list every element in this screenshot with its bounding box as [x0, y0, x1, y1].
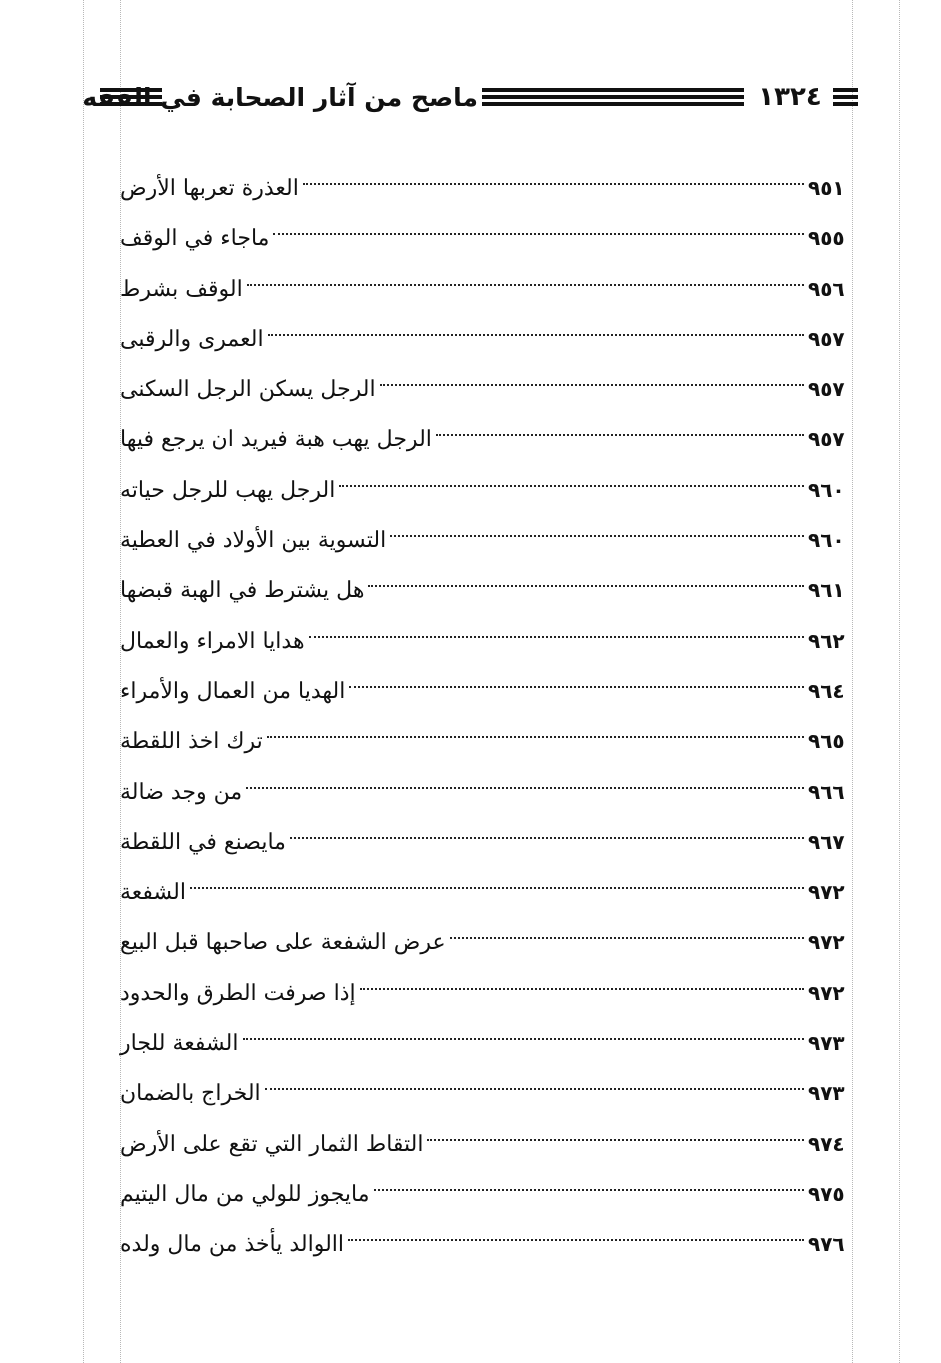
dot-leader	[246, 787, 804, 789]
toc-entry-page: ٩٧٥	[808, 1181, 845, 1206]
toc-entry-title: الهديا من العمال والأمراء	[120, 678, 346, 704]
dot-leader	[436, 434, 804, 436]
toc-entry	[112, 518, 858, 568]
toc-entry	[112, 669, 858, 719]
dot-leader	[360, 988, 804, 990]
toc-entry-page: ٩٦٢	[808, 628, 845, 653]
dot-leader	[268, 334, 804, 336]
toc-entry-page: ٩٥٦	[808, 276, 845, 301]
toc-entry-page: ٩٥٥	[808, 226, 845, 251]
dot-leader	[427, 1139, 804, 1141]
toc-entry	[112, 367, 858, 417]
toc-entry-page: ٩٧٣	[808, 1031, 845, 1056]
toc-entry-title: الشفعة	[120, 880, 186, 906]
toc-entry-title: هل يشترط في الهبة قبضها	[120, 578, 365, 604]
header-rule-right	[833, 88, 858, 110]
toc-entry-page: ٩٦٥	[808, 729, 845, 754]
dot-leader	[450, 937, 804, 939]
toc-entry-page: ٩٧٢	[808, 930, 845, 955]
dot-leader	[368, 585, 804, 587]
toc-entry	[112, 1172, 858, 1222]
toc-entry	[112, 1222, 858, 1272]
toc-entry-page: ٩٧٢	[808, 880, 845, 905]
toc-entry-title: الوقف بشرط	[120, 276, 243, 302]
toc-entry-page: ٩٦٦	[808, 779, 845, 804]
dot-leader	[390, 535, 804, 537]
toc-entry-title: الشفعة للجار	[120, 1031, 239, 1057]
scan-guide-line	[83, 0, 84, 1363]
dot-leader	[380, 384, 804, 386]
table-of-contents	[112, 166, 858, 1273]
toc-entry	[112, 719, 858, 769]
toc-entry-title: التسوية بين الأولاد في العطية	[120, 528, 387, 554]
toc-entry	[112, 216, 858, 266]
dot-leader	[349, 686, 804, 688]
toc-entry	[112, 619, 858, 669]
toc-entry-title: هدايا الامراء والعمال	[120, 628, 305, 654]
toc-entry-title: ترك اخذ اللقطة	[120, 729, 263, 755]
toc-entry	[112, 1071, 858, 1121]
toc-entry-title: العذرة تعربها الأرض	[120, 176, 299, 201]
toc-entry-title: عرض الشفعة على صاحبها قبل البيع	[120, 930, 446, 956]
toc-entry	[112, 920, 858, 970]
toc-entry-page: ٩٥٧	[808, 427, 845, 452]
toc-entry-title: ماجاء في الوقف	[120, 226, 270, 252]
dot-leader	[267, 736, 804, 738]
dot-leader	[265, 1088, 804, 1090]
toc-entry-page: ٩٦١	[808, 578, 845, 603]
dot-leader	[374, 1189, 804, 1191]
toc-entry-page: ٩٥٧	[808, 377, 845, 402]
toc-entry	[112, 1122, 858, 1172]
toc-entry-title: الرجل يسكن الرجل السكنى	[120, 377, 376, 403]
toc-entry-page: ٩٥٧	[808, 326, 845, 351]
toc-entry-title: التقاط الثمار التي تقع على الأرض	[120, 1131, 424, 1157]
toc-entry-title: الرجل يهب للرجل حياته	[120, 477, 336, 503]
toc-entry	[112, 166, 858, 216]
toc-entry-page: ٩٦٧	[808, 829, 845, 854]
toc-entry-title: الخراج بالضمان	[120, 1081, 261, 1107]
page-header	[82, 78, 858, 118]
header-rule-middle	[482, 88, 744, 110]
toc-entry	[112, 568, 858, 618]
dot-leader	[243, 1038, 805, 1040]
dot-leader	[290, 837, 804, 839]
toc-entry-title: من وجد ضالة	[120, 779, 243, 805]
dot-leader	[190, 887, 804, 889]
toc-entry	[112, 971, 858, 1021]
dot-leader	[348, 1239, 804, 1241]
toc-entry	[112, 267, 858, 317]
toc-entry-page: ٩٦٠	[808, 528, 845, 553]
dot-leader	[303, 183, 804, 185]
toc-entry-page: ٩٦٠	[808, 477, 845, 502]
toc-entry-page: ٩٧٣	[808, 1081, 845, 1106]
dot-leader	[247, 284, 804, 286]
toc-entry	[112, 417, 858, 467]
toc-entry	[112, 1021, 858, 1071]
toc-entry	[112, 317, 858, 367]
toc-entry-title: االوالد يأخذ من مال ولده	[120, 1232, 345, 1258]
toc-entry-page: ٩٧٢	[808, 980, 845, 1005]
toc-entry-page: ٩٥١	[808, 176, 845, 200]
toc-entry-title: مايجوز للولي من مال اليتيم	[120, 1181, 370, 1207]
toc-entry	[112, 770, 858, 820]
dot-leader	[309, 636, 804, 638]
toc-entry-title: الرجل يهب هبة فيريد ان يرجع فيها	[120, 427, 432, 453]
toc-entry-title: العمرى والرقبى	[120, 326, 264, 352]
toc-entry-page: ٩٦٤	[808, 678, 845, 703]
toc-entry-title: مايصنع في اللقطة	[120, 829, 286, 855]
toc-entry	[112, 468, 858, 518]
dot-leader	[273, 233, 804, 235]
toc-entry	[112, 870, 858, 920]
dot-leader	[339, 485, 804, 487]
scan-guide-line	[899, 0, 900, 1363]
toc-entry-page: ٩٧٦	[808, 1232, 845, 1257]
toc-entry-page: ٩٧٤	[808, 1131, 845, 1156]
toc-entry	[112, 820, 858, 870]
page-number: ١٣٢٤	[758, 82, 822, 112]
toc-entry-title: إذا صرفت الطرق والحدود	[120, 980, 356, 1006]
running-title: ماصح من آثار الصحابة في الفقه	[82, 83, 478, 112]
